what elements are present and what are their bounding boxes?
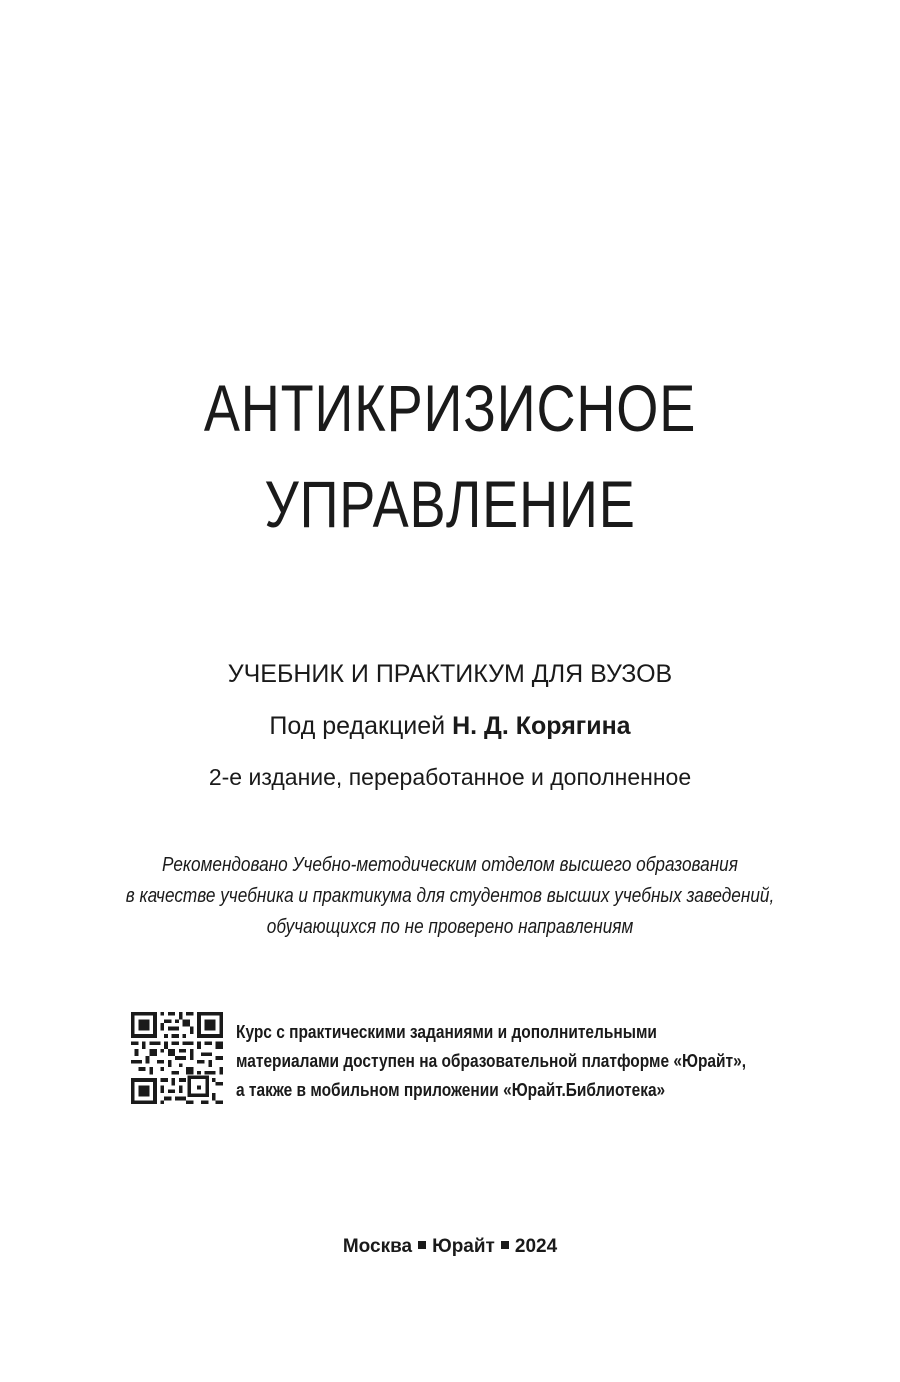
imprint-year: 2024: [514, 1236, 558, 1257]
qr-code-icon[interactable]: [131, 1012, 223, 1104]
course-note-line-2: материалами доступен на образовательной платформе «Юрайт»,: [236, 1051, 747, 1071]
recommendation-text: [63, 850, 837, 943]
book-title: [81, 360, 819, 552]
book-subtitle: УЧЕБНИК И ПРАКТИКУМ ДЛЯ ВУЗОВ: [227, 660, 673, 688]
editor-prefix: Под редакцией: [269, 712, 446, 740]
separator-square-icon: [418, 1241, 426, 1249]
recommendation-line-2: в качестве учебника и практикума для студентов высших учебных заведений,: [125, 885, 775, 907]
recommendation-line-3: обучающихся по не проверено направлениям: [266, 916, 634, 938]
imprint-publisher: Юрайт: [432, 1236, 495, 1257]
separator-square-icon: [501, 1241, 509, 1249]
recommendation-line-1: Рекомендовано Учебно-методическим отделом высшего образования: [162, 854, 738, 876]
editor-name: Н. Д. Корягина: [452, 712, 631, 740]
book-title-line-1: АНТИКРИЗИСНОЕ: [203, 371, 697, 445]
course-note-line-1: Курс с практическими заданиями и дополнительными: [236, 1022, 657, 1042]
course-note: [236, 1018, 786, 1105]
imprint: [0, 1233, 900, 1261]
course-note-line-3: а также в мобильном приложении «Юрайт.Библиотека»: [236, 1080, 666, 1100]
edition-info: 2-е издание, переработанное и дополненное: [208, 764, 692, 790]
book-title-line-2: УПРАВЛЕНИЕ: [264, 467, 636, 541]
imprint-city: Москва: [342, 1236, 413, 1257]
editor-line: [0, 708, 900, 744]
